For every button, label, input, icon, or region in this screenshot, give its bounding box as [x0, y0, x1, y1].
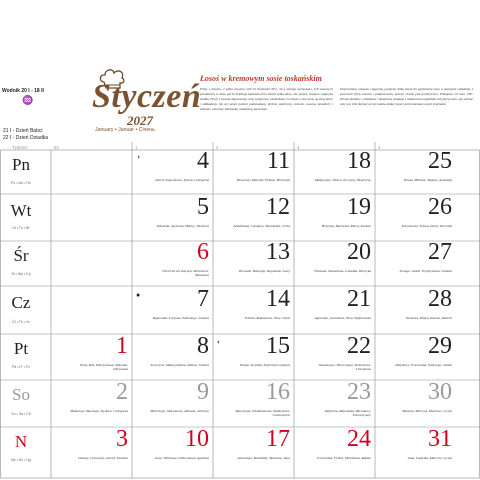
namedays-text: Franciszka, Felicji, Mirosława, Rafała	[316, 456, 371, 460]
moon-phase-icon: ◐	[217, 338, 222, 346]
namedays-text: Marcelego, Włodzimierza, Waldemara, Gniewomira	[235, 409, 290, 418]
day-cell-29	[375, 335, 456, 376]
day-number: 11	[266, 148, 290, 174]
day-cell-30	[375, 381, 456, 422]
day-cell-28	[375, 288, 456, 329]
day-number: 25	[428, 148, 452, 174]
day-cell-12	[213, 196, 294, 237]
day-cell-8	[132, 335, 213, 376]
namedays-text: Anieli, Eugeniusza, Tytusa, Grzegorza	[155, 178, 209, 182]
namedays-text: Seweryna, Maksymiliana, Albina, Juliana	[150, 363, 209, 367]
day-cell-13	[213, 241, 294, 282]
day-number: 1	[116, 333, 128, 359]
week-number: 2	[216, 145, 219, 150]
namedays-text: Edwarda, Szymona, Hanny, Telesfora	[156, 224, 209, 228]
day-number: 17	[266, 426, 290, 452]
day-cell-3	[51, 428, 132, 469]
weekday-sun-help: Ne • Su • Нд	[11, 458, 31, 462]
day-cell-16	[213, 381, 294, 422]
day-cell-7	[132, 288, 213, 329]
day-cell-21	[294, 288, 375, 329]
day-cell-2	[51, 381, 132, 422]
namedays-text: Henryka, Mariusza, Marty, Kanuta	[321, 224, 371, 228]
namedays-text: Jana, Ludwika, Marceli, Cyryla	[407, 456, 452, 460]
namedays-text: Makarego, Bazylego, Izydora, Grzegorza	[70, 409, 128, 413]
namedays-text: Anastazego, Wincentego, Dobromira, Uniesława	[318, 363, 371, 372]
day-cell-1	[51, 335, 132, 376]
day-number: 13	[266, 239, 290, 265]
year-title: 2027	[127, 113, 153, 128]
moon-phase-icon: ◑	[136, 153, 141, 161]
day-number: 22	[347, 333, 371, 359]
namedays-text: Rajmunda, Lucjana, Walentego, Juliana	[152, 316, 209, 320]
day-number: 2	[116, 379, 128, 405]
day-number: 12	[266, 194, 290, 220]
day-number: 23	[347, 379, 371, 405]
day-cell-18	[294, 150, 375, 191]
day-cell-19	[294, 196, 375, 237]
recipe-text-2: Doprawiamy oregano i papryką, gotujemy kilka minut do zgęstnienia sosu, a następnie wkładamy z powrotem filety łososia i podgrzewamy jeszcze chwilę pod przykryciem. Podajemy od razu. TIP: Wersja bardziej „obiadowa” doskonale smakuje z makaronem tagliatelle lub pieczywem, aby zebrać cały sos. Dla lżejszej wersji można dodać jogurt grecki zamiast części śmietanki.	[340, 87, 473, 106]
day-cell-24	[294, 428, 375, 469]
month-translations: January • Januar • Січень	[95, 127, 155, 133]
namedays-text: Pawła, Arnolda, Dąbrówki, Izydora	[239, 363, 290, 367]
day-cell-9	[132, 381, 213, 422]
namedays-text: Zdzisławy, Franciszka, Walerego, Józefa	[395, 363, 452, 367]
day-number: 27	[428, 239, 452, 265]
day-cell-5	[132, 196, 213, 237]
day-cell-6	[132, 241, 213, 282]
weekday-mon-help: Po • Mo • Пн	[11, 181, 31, 185]
weekday-fri: Pt	[13, 339, 29, 358]
namedays-text: Jana, Wilhelma, Dobrosława, Agatona	[154, 456, 209, 460]
day-cell-15	[213, 335, 294, 376]
namedays-text: Agnieszki, Jarosława, Nina, Epifaniusza	[314, 316, 371, 320]
day-cell-14	[213, 288, 294, 329]
day-cell-20	[294, 241, 375, 282]
weekday-wed: Śr	[13, 246, 29, 265]
recipe-title: Łosoś w kremowym sosie toskańskim	[200, 74, 322, 83]
namedays-text: Antoniego, Rozalindy, Mariana, Jana	[237, 456, 290, 460]
namedays-text: Małgorzaty, Piotra, Krystyny, Beatrycze	[314, 178, 371, 182]
namedays-text: Arkadiusza, Czesławy, Benedykta, Greta	[233, 224, 290, 228]
day-cell-23	[294, 381, 375, 422]
namedays-text: Macieja, Martyny, Marcina, Cyryla	[402, 409, 452, 413]
day-cell-26	[375, 196, 456, 237]
weekday-sat-help: So • Sa • Сб	[11, 412, 31, 416]
namedays-text: Jerzego, Anieli, Przybysława, Juliana	[399, 269, 452, 273]
weekday-mon: Pn	[12, 155, 30, 174]
weekday-sat: So	[12, 385, 30, 404]
day-number: 29	[428, 333, 452, 359]
day-number: 5	[197, 194, 209, 220]
day-cell-22	[294, 335, 375, 376]
namedays-text: Fabiana, Sebastiana, Ludwika, Henryka	[314, 269, 371, 273]
weekday-tue-help: Út • Tu • Вт	[12, 226, 30, 230]
week-number: 1	[135, 145, 138, 150]
day-number: 16	[266, 379, 290, 405]
namedays-text: Weroniki, Hilarego, Bogumiła, Iwety	[238, 269, 290, 273]
day-cell-4	[132, 150, 213, 191]
namedays-text: Tymoteusza, Tytusa, Pauli, Weroniki	[401, 224, 452, 228]
day-number: 7	[197, 286, 209, 312]
month-title: Styczeń	[92, 78, 202, 115]
namedays-text: Feliksa, Radosława, Niny, Otylii	[244, 316, 290, 320]
weekday-thu-help: Čt • Th • Чт	[12, 320, 30, 324]
weekday-thu: Cz	[11, 293, 31, 312]
day-cell-25	[375, 150, 456, 191]
day-number: 8	[197, 333, 209, 359]
nameday-1: 21 I - Dzień Babci	[3, 128, 43, 134]
nameday-2: 22 I - Dzień Dziadka	[3, 135, 49, 141]
week-header-label: Tydzień	[12, 145, 28, 150]
weekday-sun: N	[14, 432, 28, 451]
week-number: 53	[54, 145, 59, 150]
zodiac-label: Wodnik 20 I - 18 II	[2, 88, 44, 94]
namedays-text: Pawła, Miłosza, Tatiany, Anastazji	[403, 178, 452, 182]
day-cell-10	[132, 428, 213, 469]
day-number: 15	[266, 333, 290, 359]
namedays-text: Honoraty, Matyldy, Feliksa, Hortensji	[236, 178, 290, 182]
weekday-tue: Wt	[10, 201, 32, 220]
weekday-fri-help: Pá • Fr • Пт	[11, 365, 31, 369]
namedays-text: Tomasza, Piotra, Karola, Walerii	[405, 316, 452, 320]
day-number: 3	[116, 426, 128, 452]
day-number: 9	[197, 379, 209, 405]
day-number: 4	[197, 148, 209, 174]
day-number: 6	[197, 239, 209, 265]
day-number: 14	[266, 286, 290, 312]
day-number: 31	[428, 426, 452, 452]
day-cell-17	[213, 428, 294, 469]
new-moon-icon: ●	[136, 291, 141, 299]
namedays-text: Ildefonsa, Rajmunda, Mirosławy, Emerencjany	[324, 409, 371, 418]
day-number: 28	[428, 286, 452, 312]
day-number: 21	[347, 286, 371, 312]
namedays-text: Trzech Króli, Kacpra, Melchiora, Baltazara	[161, 269, 209, 278]
day-number: 24	[347, 426, 371, 452]
recipe-text-1: Filety z łososia, 2 ząbki czosnku, 200 ml śmietanki 30%, 50 g tartego parmezanu, 6-8 suszonych pomidorów w oleju, garść świeżego szpinaku (lub rukoli), łyżka oliwy, sól, pieprz, oregano i papryka słodka. Filety z łososia doprawiamy solą i pieprzem, obsmażamy na oliwie z obu stron na złoty kolor i odkładamy. Na tej samej patelni podsmażamy drobno pokrojony czosnek, suszone pomidory i szpinak, wlewamy śmietankę i dodajemy parmezan.	[200, 87, 333, 111]
namedays-text: Marcelego, Marcjanny, Adriana, Julianny	[150, 409, 209, 413]
day-number: 20	[347, 239, 371, 265]
week-number: 3	[297, 145, 300, 150]
namedays-text: Nowy Rok, Mieczysława, Mieszka, Odyseusza	[79, 363, 128, 372]
week-number: 4	[378, 145, 381, 150]
weekday-wed-help: St • We • Ср	[11, 272, 31, 276]
day-number: 18	[347, 148, 371, 174]
day-number: 30	[428, 379, 452, 405]
namedays-text: Danuty, Genowefy, Arletty, Daniela	[78, 456, 128, 460]
aquarius-icon: ♒	[22, 95, 34, 105]
day-number: 10	[185, 426, 209, 452]
day-cell-31	[375, 428, 456, 469]
day-number: 19	[347, 194, 371, 220]
day-number: 26	[428, 194, 452, 220]
day-cell-11	[213, 150, 294, 191]
day-cell-27	[375, 241, 456, 282]
